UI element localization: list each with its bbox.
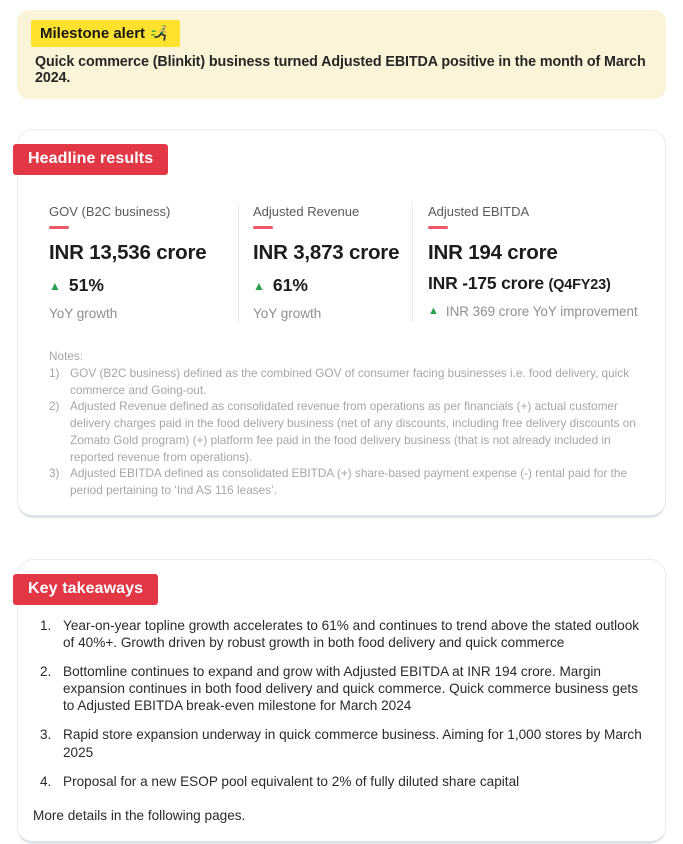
metric-label: GOV (B2C business) xyxy=(49,204,171,219)
key-takeaways-badge: Key takeaways xyxy=(13,574,158,605)
metric-change-row xyxy=(49,275,238,296)
list-item xyxy=(33,773,649,790)
metric-value: INR 194 crore xyxy=(428,241,558,264)
milestone-alert-banner xyxy=(17,10,666,99)
headline-results-card xyxy=(17,129,666,518)
note-text: GOV (B2C business) defined as the combined GOV of consumer facing businesses i.e. food delivery, quick commerce and Going-out. xyxy=(70,365,630,397)
metrics-row xyxy=(33,204,649,321)
milestone-alert-title: Milestone alert xyxy=(40,24,146,42)
metric-underline xyxy=(428,226,448,229)
takeaways-list xyxy=(33,617,649,790)
note-number: 3) xyxy=(49,466,60,481)
runner-icon xyxy=(151,23,171,43)
key-takeaways-card xyxy=(17,559,666,844)
note-number: 1) xyxy=(49,365,60,380)
list-item-text: Proposal for a new ESOP pool equivalent to 2% of fully diluted share capital xyxy=(63,773,520,789)
list-item-number: 2. xyxy=(40,664,52,679)
list-item-text: Bottomline continues to expand and grow with Adjusted EBITDA at INR 194 crore. Margin expansion continues in both food delivery and quick commerce. Quick commerce business gets to Adjusted EBITDA break-even milestone for March 2024 xyxy=(63,664,639,714)
metric-label: Adjusted Revenue xyxy=(253,204,360,219)
milestone-alert-title-highlight xyxy=(31,20,180,47)
note-item xyxy=(49,398,649,465)
milestone-alert-message: Quick commerce (Blinkit) business turned Adjusted EBITDA positive in the month of March 2024. xyxy=(35,54,646,86)
note-text: Adjusted EBITDA defined as consolidated EBITDA (+) share-based payment expense (-) rental paid for the period pertaining to ‘Ind AS 116 leases’. xyxy=(70,466,628,497)
metric-adjusted-revenue xyxy=(239,204,412,321)
list-item-text: Year-on-year topline growth accelerates to 61% and continues to trend above the stated outlook of 40%+. Growth driven by robust growth in both food delivery and quick commerce xyxy=(63,617,640,650)
list-item-number: 3. xyxy=(40,727,52,743)
metric-change-row xyxy=(428,304,649,319)
note-number: 2) xyxy=(49,399,60,414)
metric-change-row xyxy=(253,275,412,296)
headline-results-badge: Headline results xyxy=(13,144,168,175)
up-triangle-icon: ▲ xyxy=(253,278,265,293)
notes-section xyxy=(33,348,649,499)
metric-change-note: YoY growth xyxy=(49,306,118,321)
list-item xyxy=(33,726,649,760)
metric-prior-value-row xyxy=(428,273,649,294)
metric-value: INR 3,873 crore xyxy=(253,241,400,264)
metric-underline xyxy=(253,226,273,229)
more-details-note: More details in the following pages. xyxy=(33,807,246,823)
metric-label: Adjusted EBITDA xyxy=(428,204,530,219)
metric-prior-period: (Q4FY23) xyxy=(548,277,611,293)
note-item xyxy=(49,365,649,399)
note-text: Adjusted Revenue defined as consolidated revenue from operations as per financials (+) actual customer delivery charges paid in the food delivery business (net of any discounts, including free delivery discounts on Zomato Gold program) (+) platform fee paid in the food delivery business (that is not already included in reported revenue from operations). xyxy=(70,399,636,464)
list-item xyxy=(33,663,649,714)
metric-prior-value: INR -175 crore xyxy=(428,273,544,293)
list-item-number: 1. xyxy=(40,617,52,633)
list-item-number: 4. xyxy=(40,773,52,789)
notes-title: Notes: xyxy=(49,349,84,363)
metric-value: INR 13,536 crore xyxy=(49,241,207,264)
metric-adjusted-ebitda xyxy=(413,204,649,321)
metric-change-value: 61% xyxy=(272,275,308,295)
list-item-text: Rapid store expansion underway in quick commerce business. Aiming for 1,000 stores by March 2025 xyxy=(63,727,642,760)
note-item xyxy=(49,465,649,499)
metric-gov xyxy=(49,204,238,321)
up-triangle-icon: ▲ xyxy=(428,305,439,317)
metric-change-value: 51% xyxy=(68,275,104,295)
metric-change-note: INR 369 crore YoY improvement xyxy=(445,304,638,319)
metric-change-note: YoY growth xyxy=(253,306,322,321)
list-item xyxy=(33,617,649,651)
metric-underline xyxy=(49,226,69,229)
up-triangle-icon: ▲ xyxy=(49,278,61,293)
